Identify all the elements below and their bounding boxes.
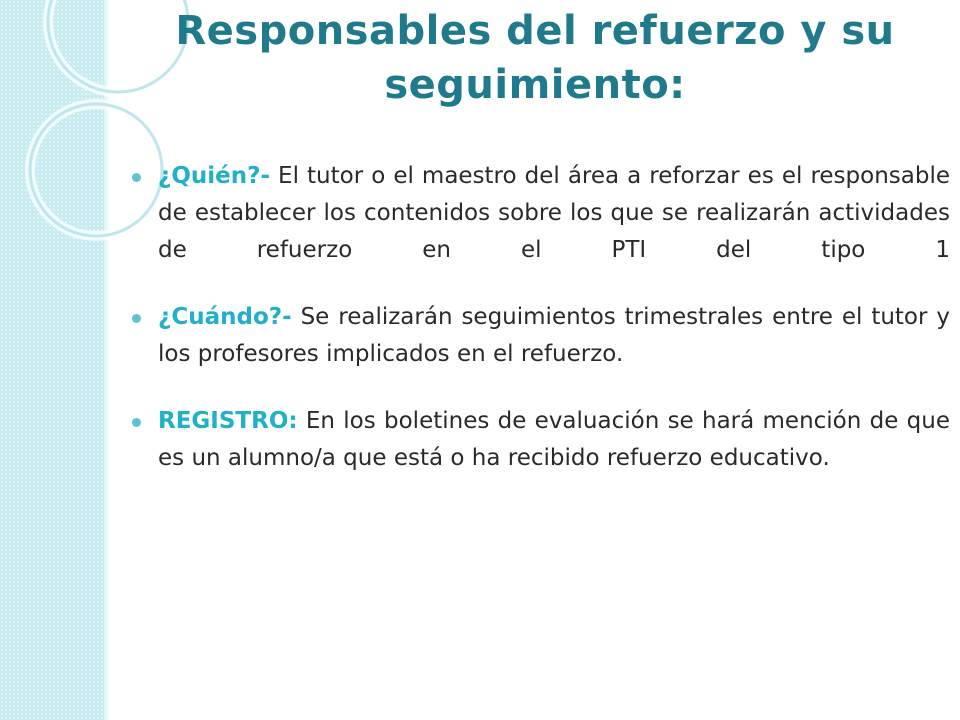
bullet-text-quien: El tutor o el maestro del área a reforzar es el responsable de establecer los contenidos sobre los que se realizarán actividades de refuerzo en el PTI del tipo 1 xyxy=(158,163,950,263)
slide-title: Responsables del refuerzo y su seguimiento: xyxy=(175,8,895,108)
bullet-dot-icon xyxy=(132,418,141,427)
bullet-text-cuando: Se realizarán seguimientos trimestrales entre el tutor y los profesores implicados en el refuerzo. xyxy=(158,304,950,367)
bullet-cuando xyxy=(130,299,950,373)
decorative-side-band xyxy=(0,0,106,720)
bullet-lead-registro: REGISTRO: xyxy=(158,408,298,434)
bullet-registro xyxy=(130,403,950,477)
bullet-quien xyxy=(130,158,950,269)
bullet-list xyxy=(130,158,950,507)
bullet-text-registro: En los boletines de evaluación se hará mención de que es un alumno/a que está o ha recibido refuerzo educativo. xyxy=(158,408,950,471)
bullet-dot-icon xyxy=(132,173,141,182)
bullet-dot-icon xyxy=(132,314,141,323)
side-band-edge xyxy=(104,0,110,720)
bullet-lead-quien: ¿Quién?- xyxy=(158,163,271,189)
bullet-lead-cuando: ¿Cuándo?- xyxy=(158,304,292,330)
